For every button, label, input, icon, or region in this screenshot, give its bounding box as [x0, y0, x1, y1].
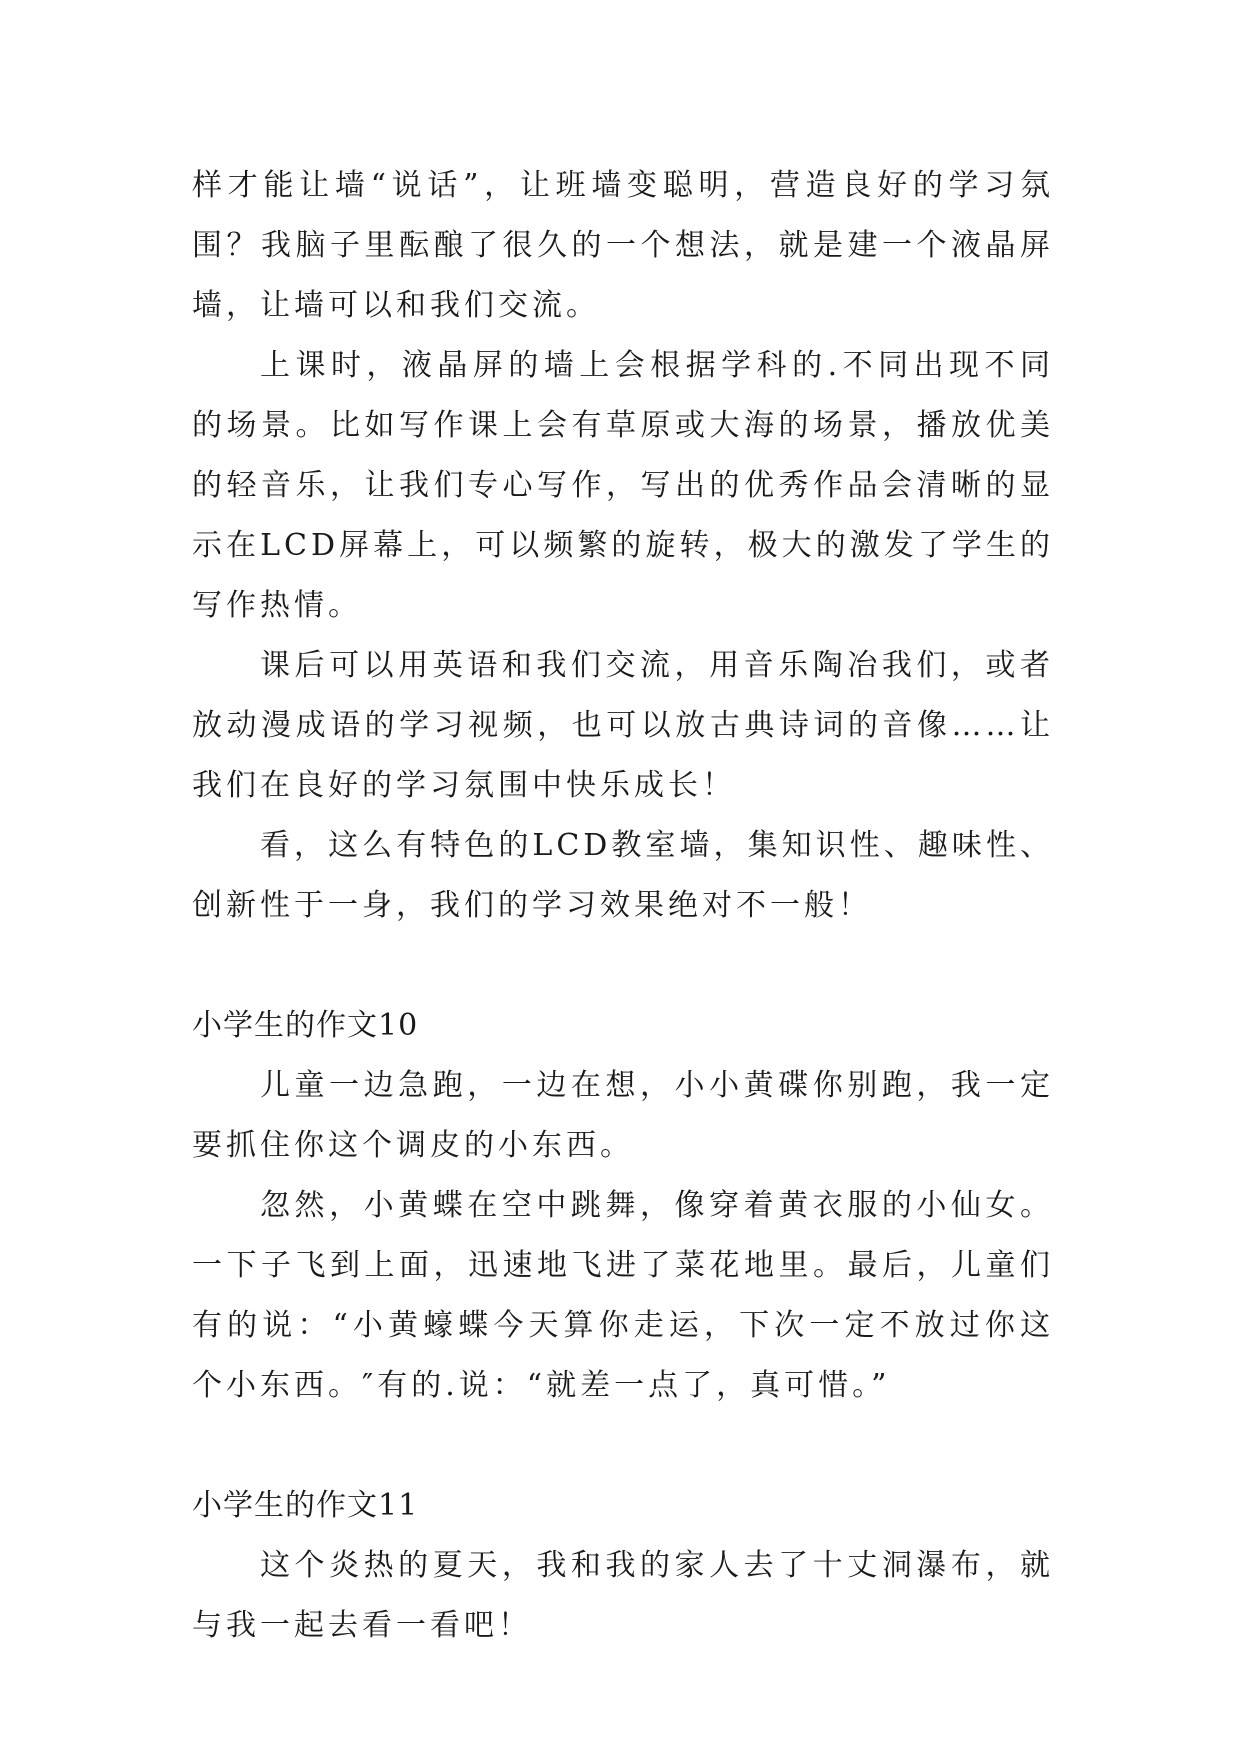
- paragraph: 样才能让墙“说话”，让班墙变聪明，营造良好的学习氛围？我脑子里酝酿了很久的一个想法，就是建一个液晶屏墙，让墙可以和我们交流。: [192, 168, 1054, 323]
- section-gap: [192, 1416, 1054, 1476]
- paragraph: 忽然，小黄蝶在空中跳舞，像穿着黄衣服的小仙女。一下子飞到上面，迅速地飞进了菜花地里。最后，儿童们有的说：“小黄蠔蝶今天算你走运，下次一定不放过你这个小东西。″有的.说：“就差一点了，真可惜。”: [192, 1188, 1054, 1403]
- paragraph: 上课时，液晶屏的墙上会根据学科的.不同出现不同的场景。比如写作课上会有草原或大海的场景，播放优美的轻音乐，让我们专心写作，写出的优秀作品会清晰的显示在LCD屏幕上，可以频繁的旋转，极大的激发了学生的写作热情。: [192, 348, 1054, 623]
- document-body: [192, 156, 1054, 1656]
- paragraph: 这个炎热的夏天，我和我的家人去了十丈洞瀑布，就与我一起去看一看吧！: [192, 1548, 1054, 1643]
- section-gap: [192, 936, 1054, 996]
- paragraph: 看，这么有特色的LCD教室墙，集知识性、趣味性、创新性于一身，我们的学习效果绝对不一般！: [192, 828, 1054, 923]
- essay-11-title: 小学生的作文11: [192, 1488, 419, 1523]
- paragraph: 课后可以用英语和我们交流，用音乐陶冶我们，或者放动漫成语的学习视频，也可以放古典诗词的音像……让我们在良好的学习氛围中快乐成长！: [192, 648, 1054, 803]
- essay-10-title: 小学生的作文10: [192, 1008, 419, 1043]
- paragraph: 儿童一边急跑，一边在想，小小黄碟你别跑，我一定要抓住你这个调皮的小东西。: [192, 1068, 1054, 1163]
